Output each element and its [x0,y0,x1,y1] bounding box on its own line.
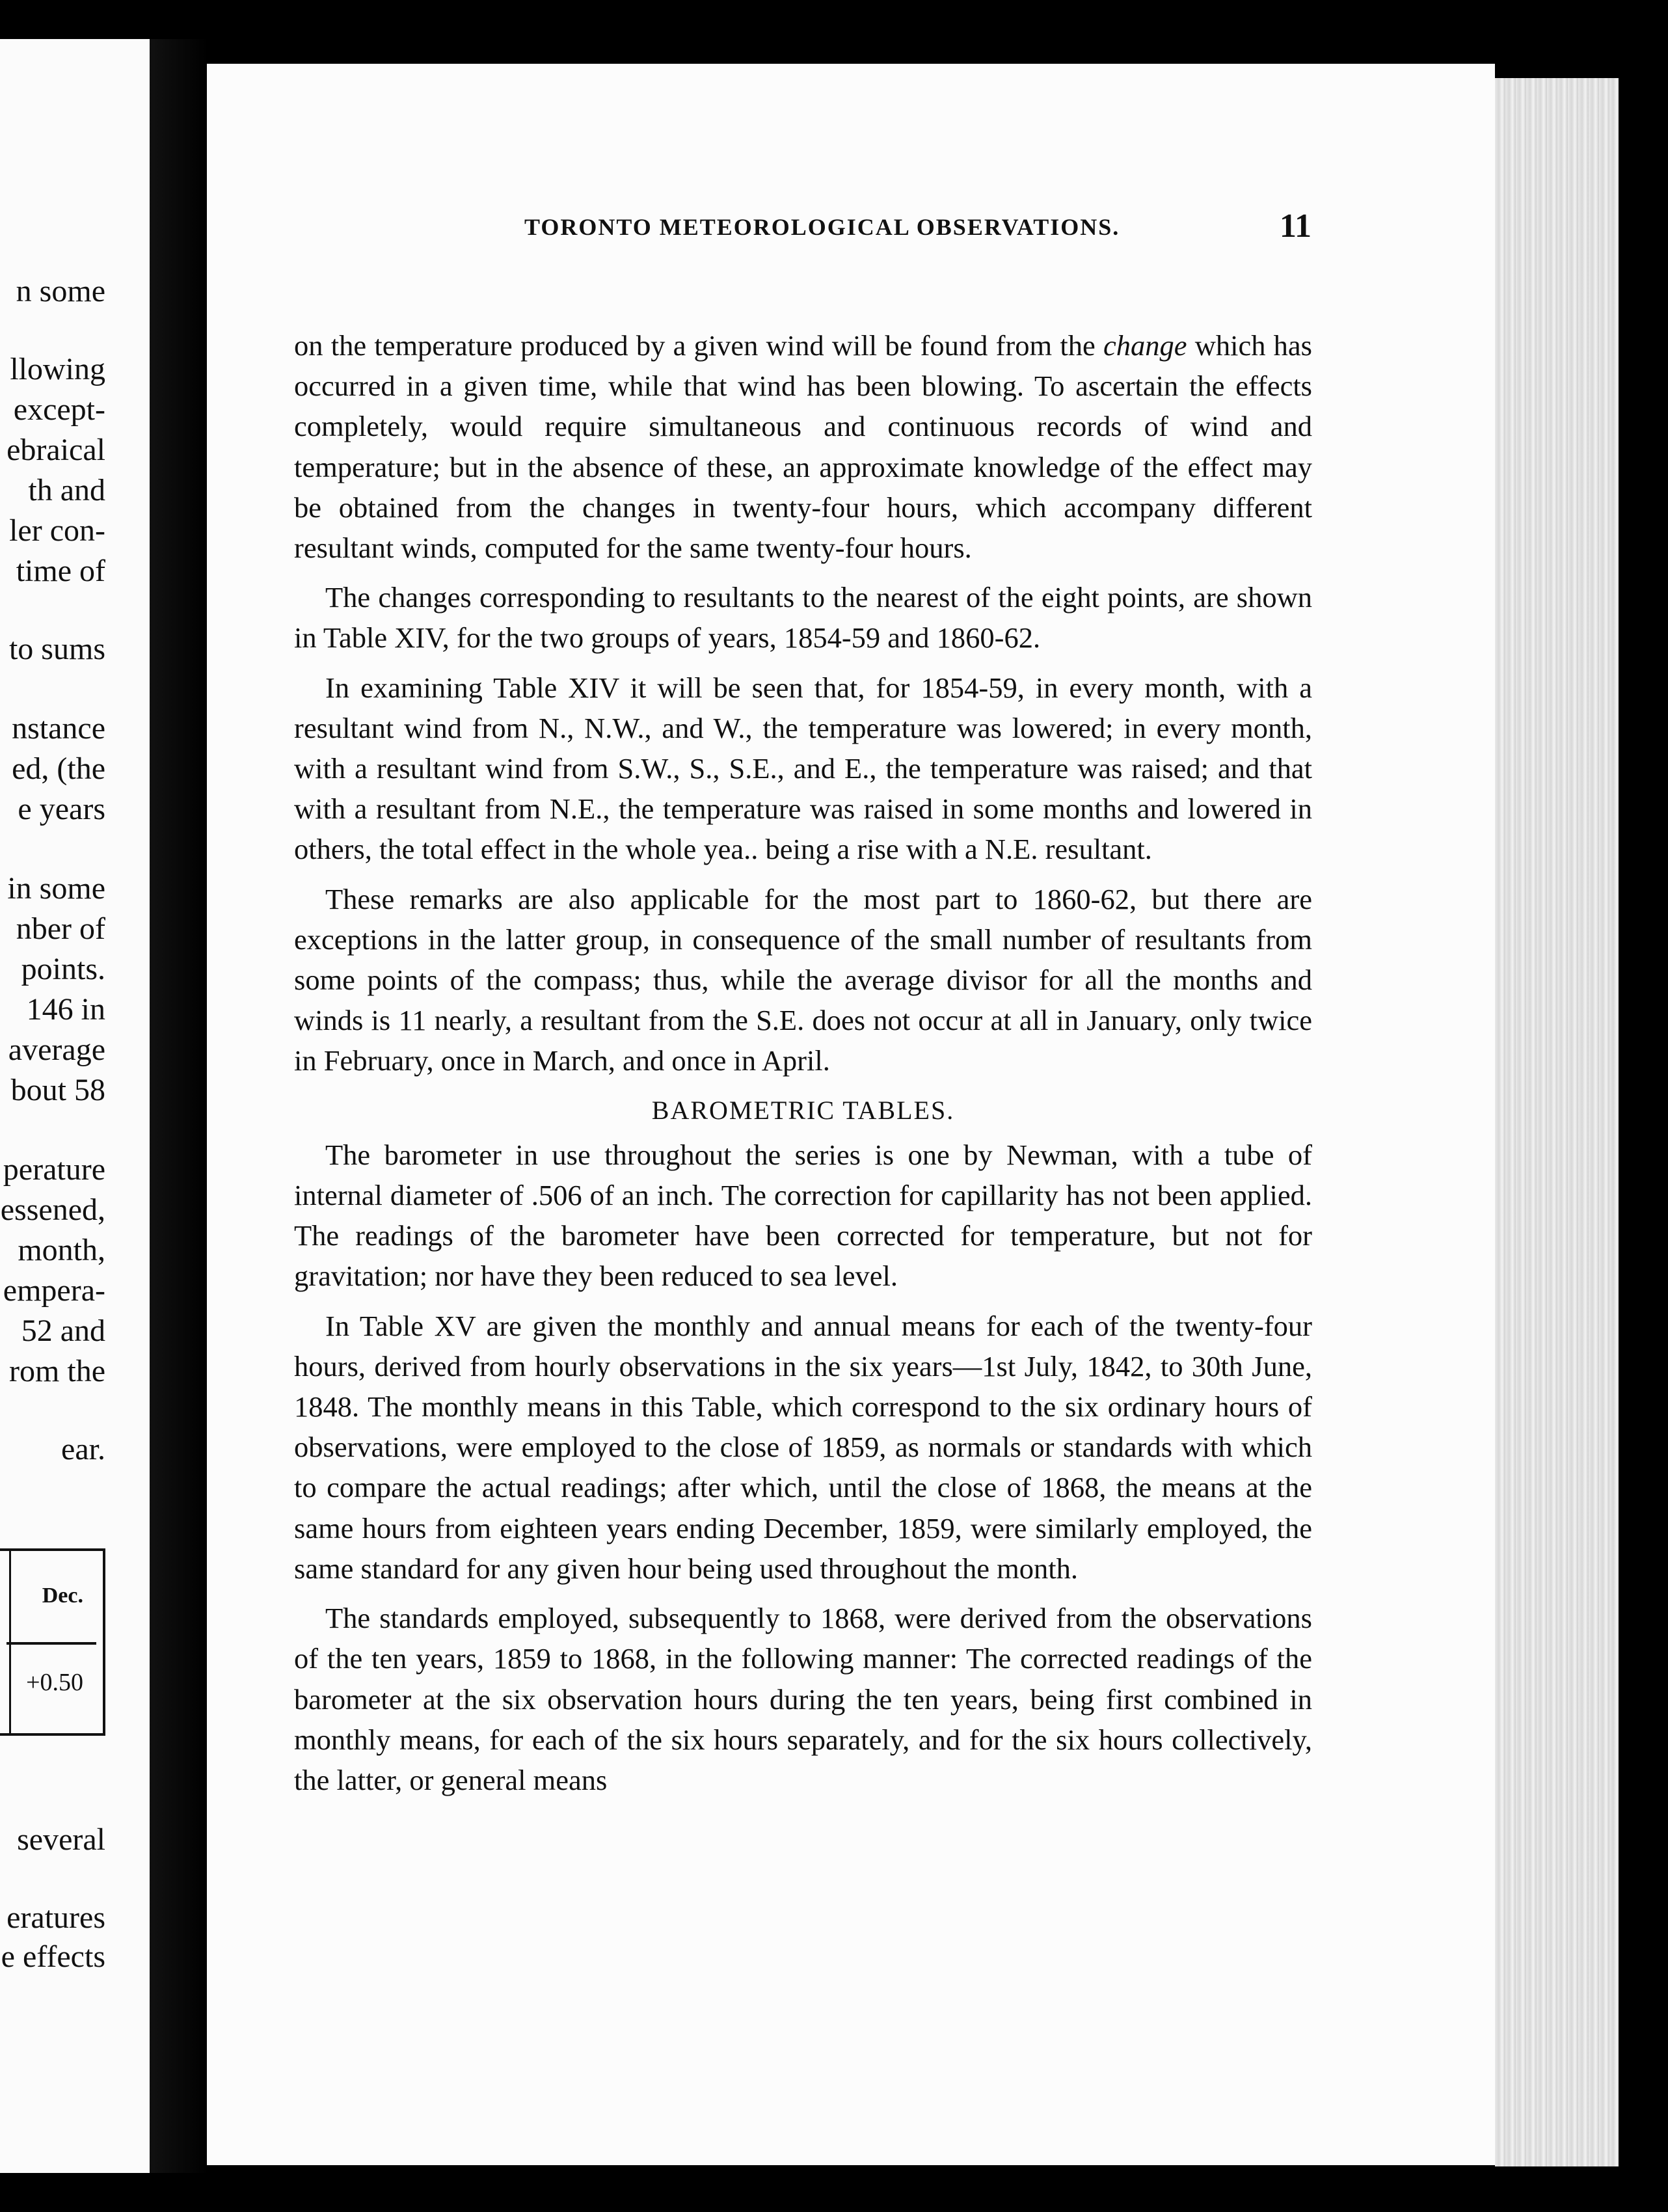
left-page-line: time of [16,554,105,588]
left-page-line: th and [28,473,105,507]
paragraph-7: The standards employed, subsequently to 1868, were derived from the observations of the ten years, 1859 to 1868, in the following manner: The corrected readings of the barometer at the six observation hours during the ten years, being first combined in monthly means, for each of the six hours separately, and for the six hours collectively, the latter, or general means [294,1602,1312,1796]
page-edges [1495,78,1619,2166]
left-page-line: average [8,1032,105,1067]
left-page-line: in some [7,871,105,906]
left-page-line: to sums [8,632,105,666]
paragraph-1 [294,325,1312,568]
left-page-line: nber of [16,911,105,946]
table-cell: +0.50 [26,1669,83,1696]
paragraph-1-part-a: on the temperature produced by a given wind will be found from the [294,329,1103,362]
paragraph-3: In examining Table XIV it will be seen that, for 1854-59, in every month, with a resultant wind from N., N.W., and W., the temperature was lowered; in every month, with a resultant wind from S.W., S., S.E., and E., the temperature was raised; and that with a resultant from N.E., the temperature was raised in some months and lowered in others, the total effect in the whole yea.. being a rise with a N.E. resultant. [294,671,1312,866]
left-page-line: llowing [10,352,105,386]
left-page-line: bout 58 [10,1073,105,1107]
section-title: BAROMETRIC TABLES. [651,1095,955,1125]
paragraph-4: These remarks are also applicable for the most part to 1860-62, but there are exceptions in the latter group, in consequence of the small number of resultants from some points of the compass; thus, while the average divisor for all the months and winds is 11 nearly, a resultant from the S.E. does not occur at all in January, only twice in February, once in March, and once in April. [294,882,1312,1077]
left-page-line: n some [16,274,105,308]
left-page-line: e years [18,792,105,826]
left-page-line: several [17,1822,105,1857]
left-page-line: ler con- [9,513,105,548]
left-page-line: empera- [3,1273,105,1308]
running-head: TORONTO METEOROLOGICAL OBSERVATIONS. [524,214,1120,240]
left-page-table-fragment [0,1548,105,1736]
left-page-line: ear. [61,1432,105,1466]
left-page-line: eratures [7,1900,105,1935]
paragraph-5: The barometer in use throughout the series is one by Newman, with a tube of internal diameter of .506 of an inch. The correction for capillarity has not been applied. The readings of the barometer have been corrected for temperature, but not for gravitation; nor have they been reduced to sea level. [294,1138,1312,1293]
left-page-line: 146 in [26,992,105,1027]
paragraph-2: The changes corresponding to resultants to the nearest of the eight points, are shown in Table XIV, for the two groups of years, 1854-59 and 1860-62. [294,581,1312,654]
page-body [294,325,1312,1809]
left-page-line: ebraical [7,433,105,467]
page-header [316,207,1312,252]
table-rule [7,1642,96,1645]
table-column-header: Dec. [42,1584,83,1608]
left-page-line: rom the [9,1354,105,1388]
left-page-line: e effects [1,1939,105,1974]
left-page-line: except- [13,392,105,427]
left-page-line: essened, [0,1193,105,1227]
left-page-line: ed, (the [12,751,105,786]
page-number: 11 [1279,208,1312,245]
left-page-line: month, [18,1233,105,1267]
adjacent-left-page [0,39,150,2173]
left-page-line: points. [21,952,105,986]
paragraph-1-part-b: which has occurred in a given time, while that wind has been blowing. To ascertain the effects completely, would require simultaneous and continuous records of wind and temperature; but in the absence of these, an approximate knowledge of the effect may be obtained from the changes in twenty-four hours, which accompany different resultant winds, computed for the same twenty-four hours. [294,329,1312,565]
left-page-line: nstance [12,711,105,746]
left-page-line: 52 and [21,1314,105,1348]
book-gutter [150,39,208,2173]
left-page-line: perature [3,1152,105,1187]
paragraph-6: In Table XV are given the monthly and annual means for each of the twenty-four hours, derived from hourly observations in the six years—1st July, 1842, to 30th June, 1848. The monthly means in this Table, which correspond to the six ordinary hours of observations, were employed to the close of 1859, as normals or standards with which to compare the actual readings; after which, until the close of 1868, the means at the same hours from eighteen years ending December, 1859, were similarly employed, the same standard for any given hour being used throughout the month. [294,1309,1312,1585]
paragraph-1-emphasis: change [1103,329,1187,362]
